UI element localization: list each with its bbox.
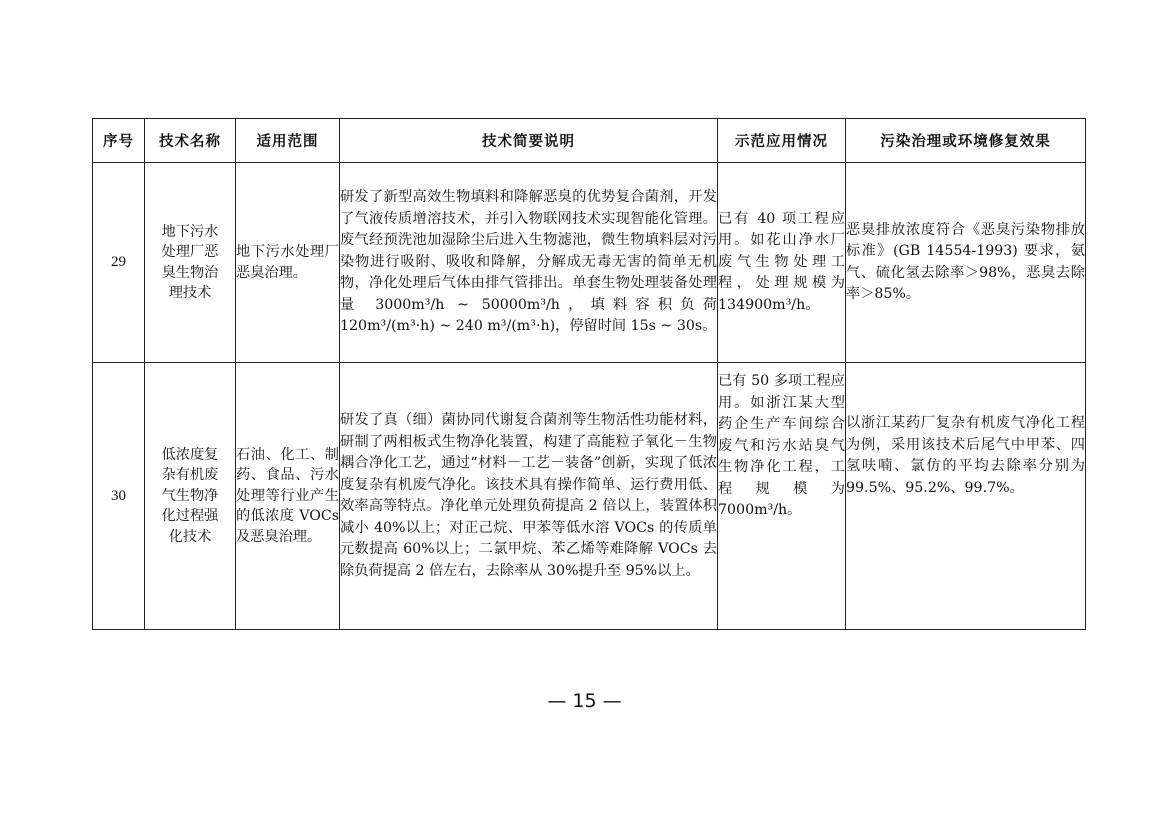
- table-row: [93, 363, 1086, 630]
- row-scope: 地下污水处理厂恶臭治理。: [236, 163, 340, 363]
- table-header-row: [93, 119, 1086, 163]
- row-scope: 石油、化工、制药、食品、污水处理等行业产生的低浓度 VOCs 及恶臭治理。: [236, 363, 340, 630]
- row-application: 已有 50 多项工程应用。如浙江某大型药企生产车间综合废气和污水站臭气生物净化工程，工程规模为 7000m³/h。: [718, 363, 846, 630]
- technology-table: [92, 118, 1086, 630]
- row-description: 研发了真（细）菌协同代谢复合菌剂等生物活性功能材料，研制了两相板式生物净化装置，构建了高能粒子氧化－生物耦合净化工艺，通过“材料－工艺－装备”创新，实现了低浓度复杂有机废气净化。该技术具有操作简单、运行费用低、效率高等特点。净化单元处理负荷提高 2 倍以上，装置体积减小 40%以上；对正己烷、甲苯等低水溶 VOCs 的传质单元数提高 60%以上；二氯甲烷、苯乙烯等难降解 VOCs 去除负荷提高 2 倍左右，去除率从 30%提升至 95%以上。: [340, 363, 718, 630]
- row-tech-name: 地下污水处理厂恶臭生物治理技术: [145, 163, 236, 363]
- row-effect: 以浙江某药厂复杂有机废气净化工程为例，采用该技术后尾气中甲苯、四氢呋喃、氯仿的平均去除率分别为 99.5%、95.2%、99.7%。: [846, 363, 1086, 630]
- header-description: 技术简要说明: [340, 119, 718, 163]
- row-effect: 恶臭排放浓度符合《恶臭污染物排放标准》(GB 14554-1993) 要求，氨气、硫化氢去除率＞98%，恶臭去除率＞85%。: [846, 163, 1086, 363]
- header-scope: 适用范围: [236, 119, 340, 163]
- row-serial-no: 30: [93, 363, 145, 630]
- header-effect: 污染治理或环境修复效果: [846, 119, 1086, 163]
- row-serial-no: 29: [93, 163, 145, 363]
- row-description: 研发了新型高效生物填料和降解恶臭的优势复合菌剂，开发了气液传质增溶技术，并引入物联网技术实现智能化管理。废气经预洗池加湿除尘后进入生物滤池，微生物填料层对污染物进行吸附、吸收和降解，分解成无毒无害的简单无机物，净化处理后气体由排气管排出。单套生物处理装备处理量 3000m³/h ~ 50000m³/h，填料容积负荷 120m³/(m³·h) ~ 240 m³/(m³·h)，停留时间 15s ~ 30s。: [340, 163, 718, 363]
- page-number: — 15 —: [547, 690, 622, 712]
- header-application: 示范应用情况: [718, 119, 846, 163]
- row-application: 已有 40 项工程应用。如花山净水厂废气生物处理工程，处理规模为 134900m³/h。: [718, 163, 846, 363]
- row-tech-name: 低浓度复杂有机废气生物净化过程强化技术: [145, 363, 236, 630]
- header-tech-name: 技术名称: [145, 119, 236, 163]
- table-row: [93, 163, 1086, 363]
- header-serial-no: 序号: [93, 119, 145, 163]
